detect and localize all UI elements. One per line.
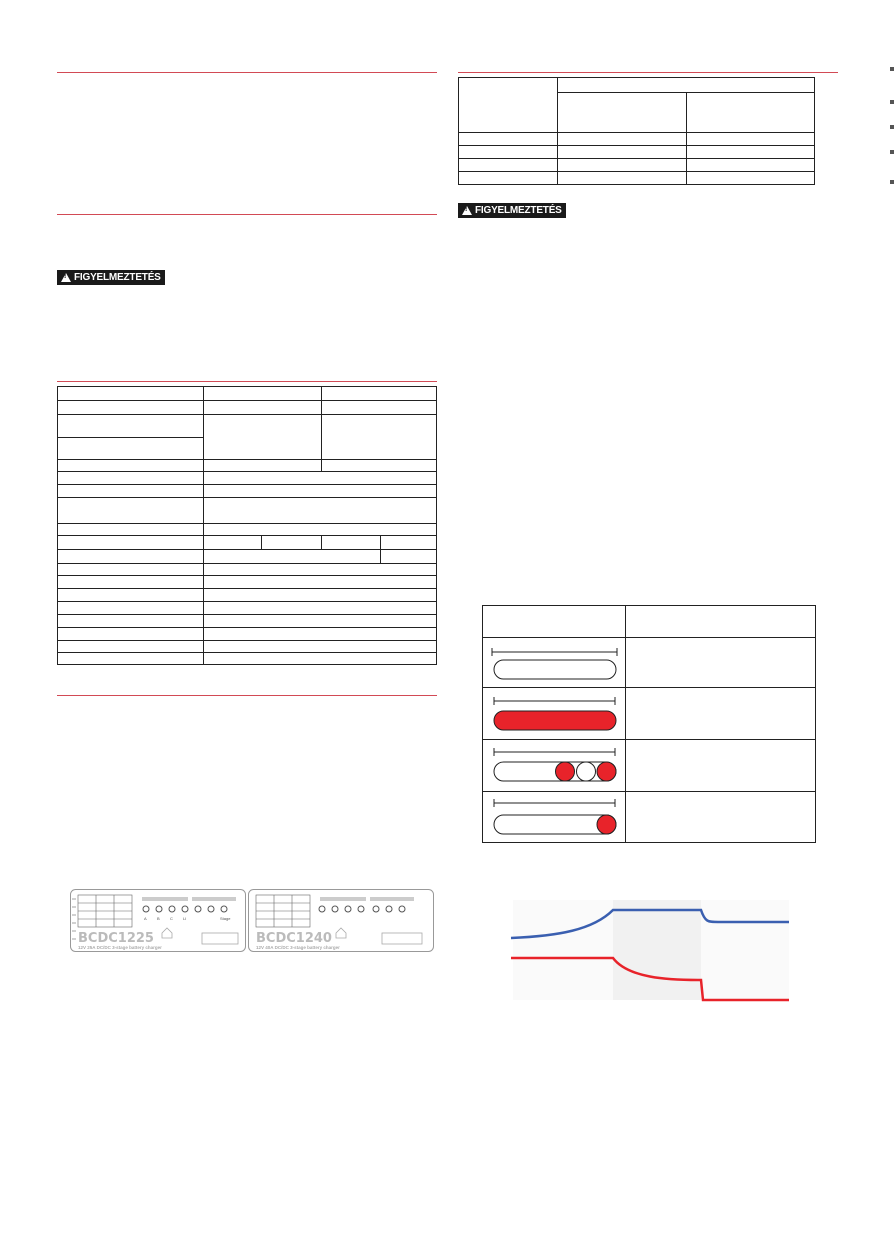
letter-a: A xyxy=(144,916,147,921)
letter-li: LI xyxy=(183,916,187,921)
model-bcdc1240-desc: 12V 40A DC/DC 3-stage battery charger xyxy=(256,945,340,950)
panel-bcdc1240 xyxy=(249,890,434,952)
section-rule-2 xyxy=(57,214,437,215)
charger-front-panels xyxy=(70,889,434,952)
warning-badge-right xyxy=(458,203,566,218)
letter-c: C xyxy=(170,916,173,921)
model-bcdc1240: BCDC1240 xyxy=(256,931,332,946)
indicator-graphics xyxy=(482,605,625,843)
warning-label: FIGYELMEZTETÉS xyxy=(74,272,161,283)
warning-badge-left xyxy=(57,270,165,285)
charging-curve-diagram xyxy=(508,900,793,1005)
section-rule-3 xyxy=(57,381,437,382)
letter-b: B xyxy=(157,916,160,921)
stage-label: Stage xyxy=(220,916,231,921)
warning-triangle-icon xyxy=(61,273,71,282)
warning-label: FIGYELMEZTETÉS xyxy=(475,205,562,216)
model-bcdc1225-desc: 12V 25A DC/DC 3-stage battery charger xyxy=(78,945,162,950)
warning-triangle-icon xyxy=(462,206,472,215)
section-rule-right xyxy=(458,72,838,73)
indicator-last-on xyxy=(494,799,616,834)
indicator-blinking xyxy=(494,748,616,781)
section-rule-1 xyxy=(57,72,437,73)
indicator-all-off xyxy=(492,648,617,679)
battery-settings-table xyxy=(458,77,815,185)
panel-bcdc1225 xyxy=(71,890,246,952)
section-rule-4 xyxy=(57,695,437,696)
indicator-all-on xyxy=(494,697,616,730)
model-bcdc1225: BCDC1225 xyxy=(78,931,154,946)
specifications-table xyxy=(57,386,437,665)
margin-ticks xyxy=(890,60,896,210)
